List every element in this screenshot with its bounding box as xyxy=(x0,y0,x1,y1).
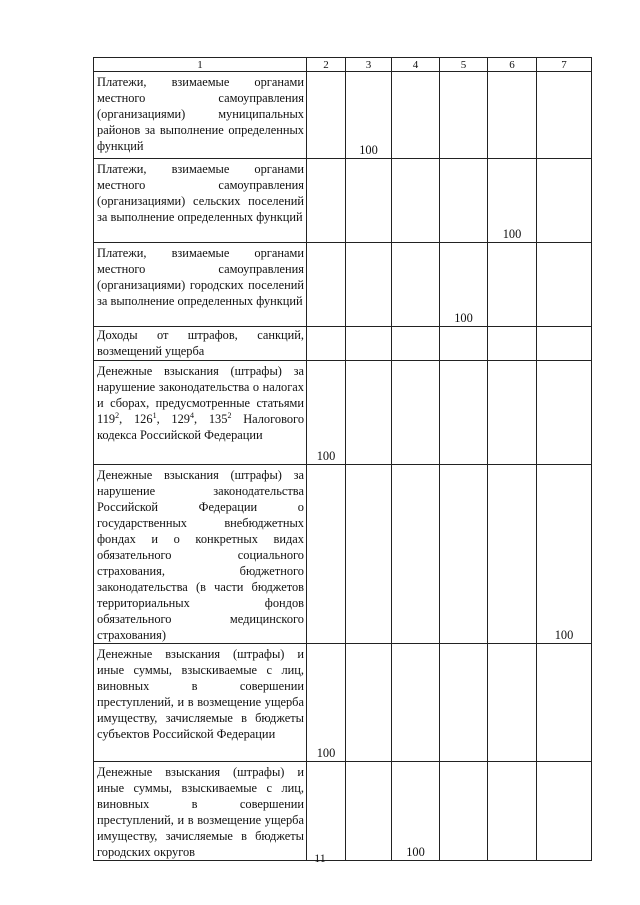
column-number-row xyxy=(94,58,592,72)
percent-cell xyxy=(440,644,488,762)
section-row xyxy=(94,327,592,361)
row-description xyxy=(94,465,307,644)
row-description xyxy=(94,159,307,243)
percent-cell xyxy=(537,361,592,465)
percent-cell xyxy=(537,159,592,243)
row-description xyxy=(94,72,307,159)
percent-cell xyxy=(346,327,392,361)
percent-cell xyxy=(346,465,392,644)
percent-cell xyxy=(346,159,392,243)
percent-cell xyxy=(392,361,440,465)
percent-cell xyxy=(488,644,537,762)
column-header: 3 xyxy=(346,58,392,72)
percent-cell xyxy=(537,644,592,762)
percent-cell xyxy=(488,361,537,465)
percent-cell xyxy=(392,465,440,644)
percent-cell xyxy=(488,243,537,327)
percent-cell xyxy=(392,243,440,327)
percent-cell xyxy=(307,72,346,159)
percent-cell xyxy=(307,465,346,644)
table-body xyxy=(94,72,592,861)
description-text: , 135 xyxy=(194,412,228,426)
table-row xyxy=(94,159,592,243)
row-description xyxy=(94,243,307,327)
percent-cell xyxy=(392,327,440,361)
percent-cell xyxy=(346,762,392,861)
row-description xyxy=(94,762,307,861)
description-text: , 126 xyxy=(119,412,153,426)
percent-cell xyxy=(440,327,488,361)
description-text: Денежные взыскания (штрафы) за нарушение законодательства о налогах и сборах, предусмотренные статьями 119 xyxy=(97,364,304,426)
percent-cell xyxy=(488,762,537,861)
percent-cell xyxy=(440,72,488,159)
column-header: 6 xyxy=(488,58,537,72)
description-text: Налогового кодекса Российской Федерации xyxy=(97,412,305,442)
row-description xyxy=(94,361,307,465)
percent-cell xyxy=(392,159,440,243)
percent-cell xyxy=(537,762,592,861)
percent-cell xyxy=(307,327,346,361)
column-header: 7 xyxy=(537,58,592,72)
percent-cell: 100 xyxy=(392,762,440,861)
percent-cell xyxy=(440,159,488,243)
percent-cell: 100 xyxy=(307,644,346,762)
description-text: Платежи, взимаемые органами местного самоуправления (организациями) сельских поселений за выполнение определенных функций xyxy=(97,162,304,224)
column-header: 2 xyxy=(307,58,346,72)
description-text: Платежи, взимаемые органами местного самоуправления (организациями) городских поселений за выполнение определенных функций xyxy=(97,246,304,308)
percent-cell xyxy=(537,243,592,327)
percent-cell xyxy=(488,465,537,644)
percent-cell xyxy=(537,327,592,361)
percent-cell xyxy=(392,644,440,762)
revenue-distribution-table xyxy=(93,57,592,861)
percent-cell xyxy=(537,72,592,159)
percent-cell xyxy=(440,762,488,861)
table-row xyxy=(94,361,592,465)
page-number: 11 xyxy=(314,851,326,865)
percent-cell xyxy=(392,72,440,159)
description-text: Денежные взыскания (штрафы) и иные суммы, взыскиваемые с лиц, виновных в совершении преступлений, и в возмещение ущерба имуществу, зачисляемые в бюджеты субъектов Российской Федерации xyxy=(97,647,304,741)
superscript: 4 xyxy=(190,411,195,420)
table-row xyxy=(94,762,592,861)
percent-cell xyxy=(346,243,392,327)
superscript: 2 xyxy=(115,411,120,420)
percent-cell xyxy=(307,159,346,243)
percent-cell xyxy=(346,644,392,762)
superscript: 1 xyxy=(152,411,157,420)
percent-cell: 100 xyxy=(307,361,346,465)
percent-cell xyxy=(488,327,537,361)
table-row xyxy=(94,644,592,762)
percent-cell xyxy=(346,361,392,465)
percent-cell xyxy=(488,72,537,159)
column-header: 4 xyxy=(392,58,440,72)
percent-cell xyxy=(307,243,346,327)
description-text: Денежные взыскания (штрафы) и иные суммы, взыскиваемые с лиц, виновных в совершении преступлений, и в возмещение ущерба имуществу, зачисляемые в бюджеты городских округов xyxy=(97,765,304,859)
percent-cell: 100 xyxy=(488,159,537,243)
percent-cell xyxy=(307,762,346,861)
percent-cell: 100 xyxy=(537,465,592,644)
description-text: , 129 xyxy=(156,412,191,426)
description-text: Платежи, взимаемые органами местного самоуправления (организациями) муниципальных районов за выполнение определенных функций xyxy=(97,75,304,153)
percent-cell xyxy=(440,361,488,465)
description-text: Денежные взыскания (штрафы) за нарушение законодательства Российской Федерации о государственных внебюджетных фондах и о конкретных видах обязательного социального страхования, бюджетного законодательства (в части бюджетов территориальных фондов обязательного медицинского страхования) xyxy=(97,468,304,642)
percent-cell xyxy=(440,465,488,644)
row-description xyxy=(94,644,307,762)
table-row xyxy=(94,72,592,159)
section-title xyxy=(94,327,307,361)
percent-cell: 100 xyxy=(440,243,488,327)
description-text: Доходы от штрафов, санкций, возмещений ущерба xyxy=(97,328,304,358)
superscript: 2 xyxy=(227,411,232,420)
table-row xyxy=(94,243,592,327)
percent-cell: 100 xyxy=(346,72,392,159)
table-row xyxy=(94,465,592,644)
column-header: 1 xyxy=(94,58,307,72)
column-header: 5 xyxy=(440,58,488,72)
